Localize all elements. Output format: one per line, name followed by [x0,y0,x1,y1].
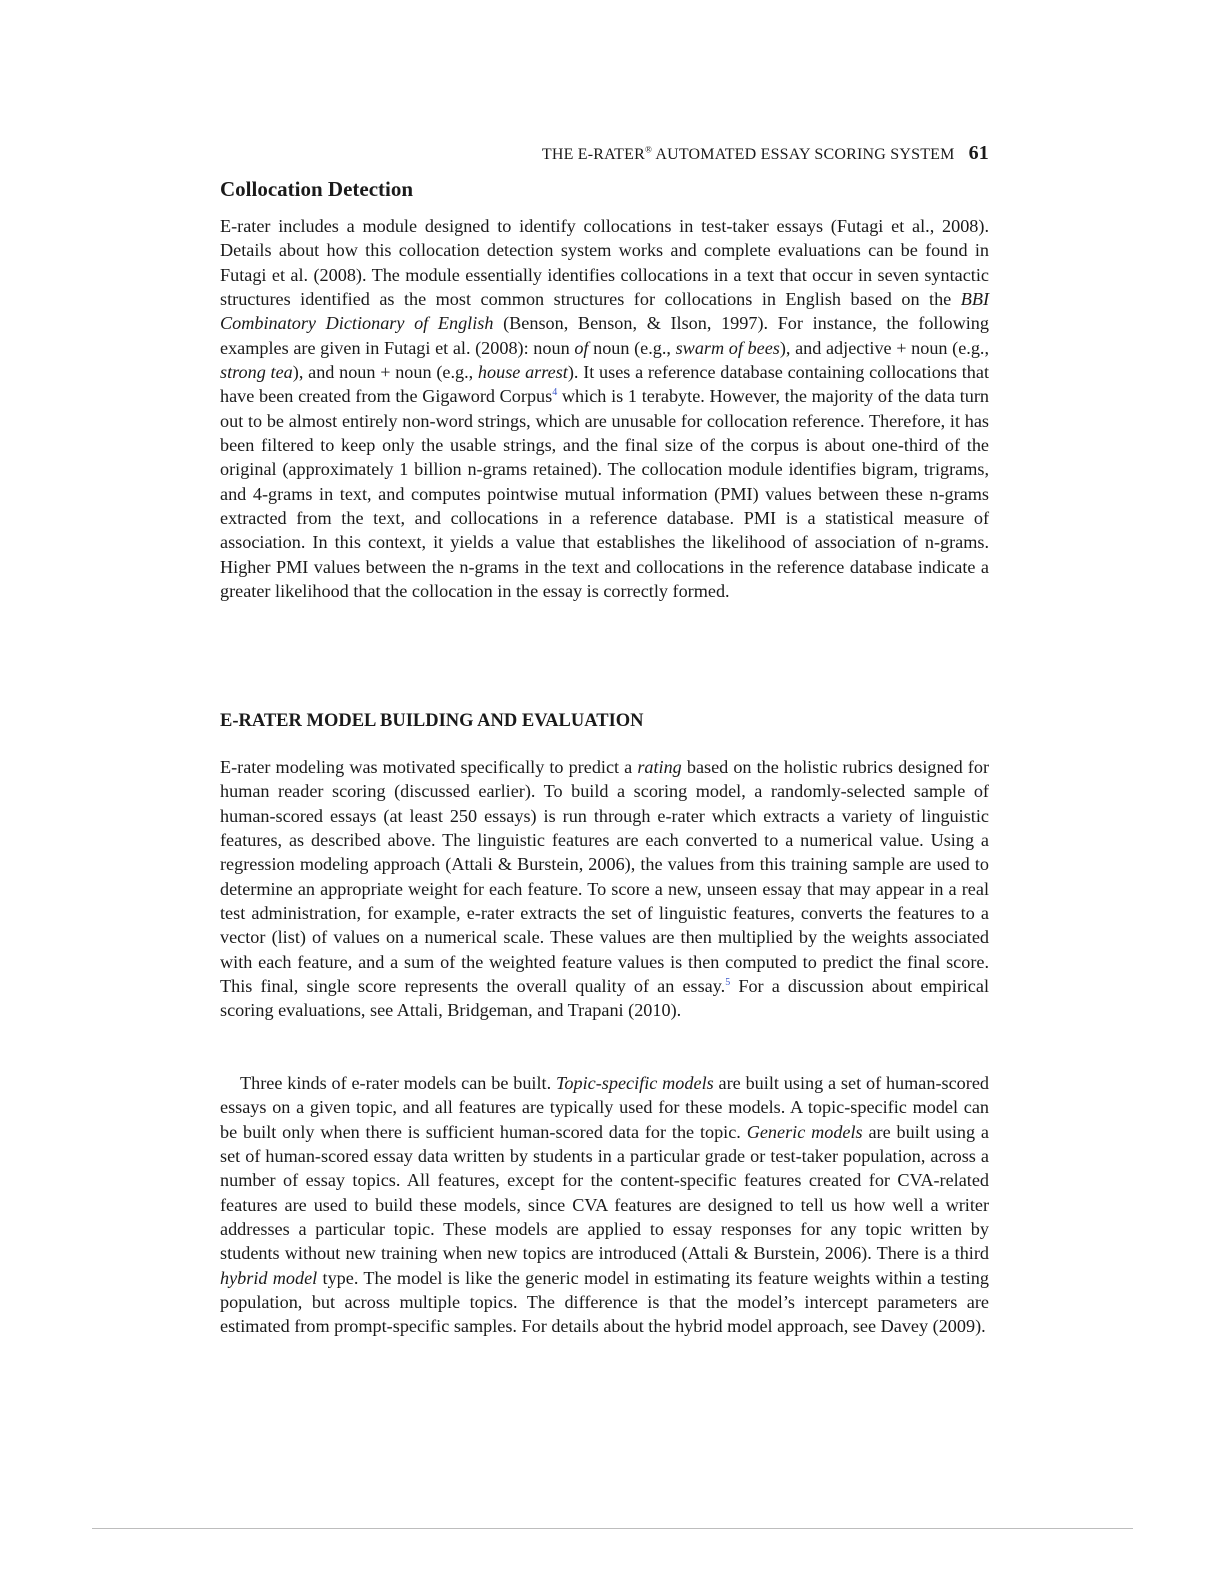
paragraph-collocation: E-rater includes a module designed to identify collocations in test-taker essays (Futagi et al., 2008). Details about how this collocation detection system works and complete evaluations can be found in Futagi et al. (2008). The module essentially identifies collocations in a text that occur in seven syntactic structures identified as the most common structures for collocations in English based on the BBI Combinatory Dictionary of English (Benson, Benson, & Ilson, 1997). For instance, the following examples are given in Futagi et al. (2008): noun of noun (e.g., swarm of bees), and adjective + noun (e.g., strong tea), and noun + noun (e.g., house arrest). It uses a reference database containing collocations that have been created from the Gigaword Corpus$^4$ which is 1 terabyte. However, the majority of the data turn out to be almost entirely non-word strings, which are unusable for collocation reference. Therefore, it has been filtered to keep only the usable strings, and the final size of the corpus is about one-third of the original (approximately 1 billion n-grams retained). The collocation module identifies bigram, trigrams, and 4-grams in text, and computes pointwise mutual information (PMI) values between these n-grams extracted from the text, and collocations in a reference database. PMI is a statistical measure of association. In this context, it yields a value that establishes the likelihood of association of n-grams. Higher PMI values between the n-grams in the text and collocations in the reference database indicate a greater likelihood that the collocation in the essay is correctly formed. [220,216,990,602]
footnote-ref-5[interactable]: 5 [725,977,731,989]
running-header [220,139,989,166]
footnote-ref-4[interactable]: 4 [552,387,558,399]
running-header-title: THE E-RATER® AUTOMATED ESSAY SCORING SYSTEM [541,145,955,164]
page-number: 61 [968,142,989,165]
page-bottom-rule [92,1528,1133,1529]
section-heading-model-building: E-RATER MODEL BUILDING AND EVALUATION [220,711,644,731]
registered-mark: ® [644,145,653,155]
paragraph-model-types: Three kinds of e-rater models can be built. Topic-specific models are built using a set of human-scored essays on a given topic, and all features are typically used for these models. A topic-specific model can be built only when there is sufficient human-scored data for the topic. Generic models are built using a set of human-scored essay data written by students in a particular grade or test-taker population, across a number of essay topics. All features, except for the content-specific features created for CVA-related features are used to build these models, since CVA features are designed to tell us how well a writer addresses a particular topic. These models are applied to essay responses for any topic written by students without new training when new topics are introduced (Attali & Burstein, 2006). There is a third hybrid model type. The model is like the generic model in estimating its feature weights within a testing population, but across multiple topics. The difference is that the model’s intercept parameters are estimated from prompt-specific samples. For details about the hybrid model approach, see Davey (2009). [220,1073,989,1337]
subsection-heading-collocation: Collocation Detection [220,177,414,201]
paragraph-model-building: E-rater modeling was motivated specifically to predict a rating based on the holistic rubrics designed for human reader scoring (discussed earlier). To build a scoring model, a randomly-selected sample of human-scored essays (at least 250 essays) is run through e-rater which extracts a variety of linguistic features, as described above. The linguistic features are each converted to a numerical value. Using a regression modeling approach (Attali & Burstein, 2006), the values from this training sample are used to determine an appropriate weight for each feature. To score a new, unseen essay that may appear in a real test administration, for example, e-rater extracts the set of linguistic features, converts the features to a vector (list) of values on a numerical scale. These values are then multiplied by the weights associated with each feature, and a sum of the weighted feature values is then computed to predict the final score. This final, single score represents the overall quality of an essay.$^5$ For a discussion about empirical scoring evaluations, see Attali, Bridgeman, and Trapani (2010). [220,757,990,1021]
